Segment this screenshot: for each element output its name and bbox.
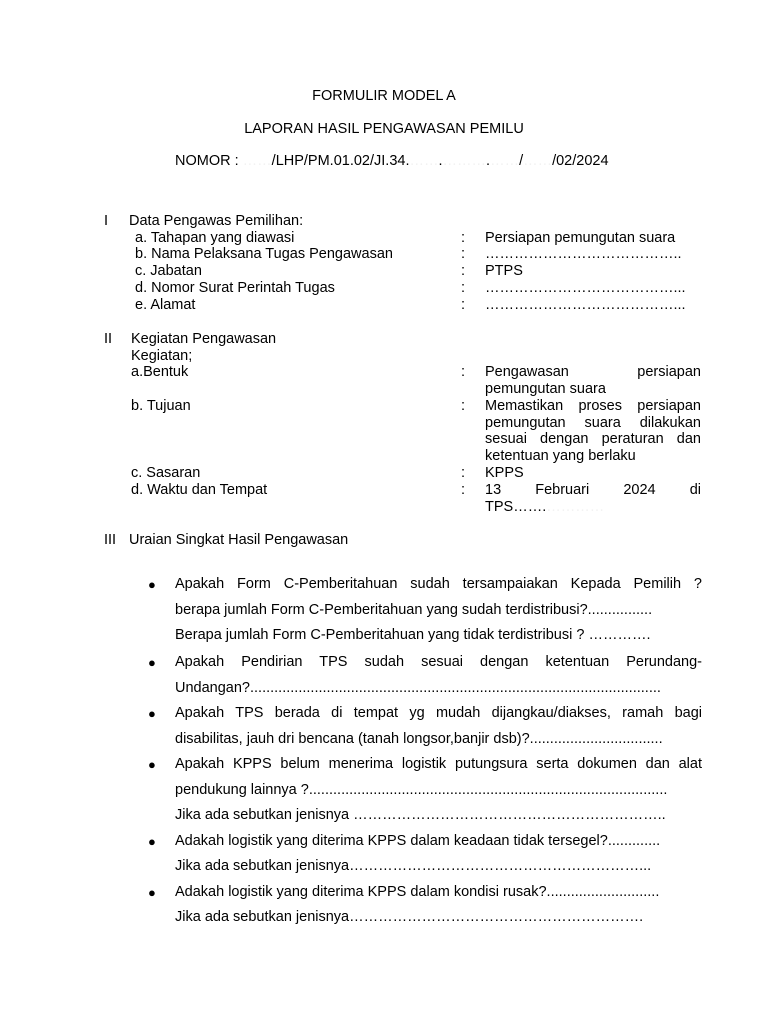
question-line: Jika ada sebutkan jenisnya ……………………………………………………….. [175,807,666,823]
row-separator: : [461,398,466,414]
bullet-icon: ● [148,834,156,849]
question-line: berapa jumlah Form C-Pemberitahuan yang sudah terdistribusi?................ [175,602,653,618]
question-segment: Apakah TPS [175,705,264,721]
question-line [175,705,702,722]
section3-numeral: III [104,532,117,548]
tujuan-value-line: ketentuan yang berlaku [485,448,636,464]
sasaran-label: c. Sasaran [131,465,201,481]
number-label: NOMOR : [175,153,239,169]
section1-row-label: a. Tahapan yang diawasi [135,230,295,246]
tujuan-value-line: Memastikan proses persiapan [485,398,701,414]
row-separator: : [461,263,466,279]
question-line: Undangan?...................................................................................................... [175,680,661,696]
sasaran-value: KPPS [485,465,524,481]
question-line: Jika ada sebutkan jenisnya……………………………………………………. [175,909,644,925]
row-separator: : [461,297,466,313]
section1-row-label: b. Nama Pelaksana Tugas Pengawasan [135,246,393,262]
number-slash: / [519,153,524,169]
number-part1: /LHP/PM.01.02/JI.34. [271,153,410,169]
question-line: Adakah logistik yang diterima KPPS dalam kondisi rusak?............................ [175,884,660,900]
section3-title: Uraian Singkat Hasil Pengawasan [129,532,349,548]
tujuan-value-line: pemungutan suara dilakukan [485,415,701,431]
number-dot2: . [486,153,491,169]
row-separator: : [461,465,466,481]
bullet-icon: ● [148,655,156,670]
number-date: /02/2024 [552,153,609,169]
bullet-icon: ● [148,885,156,900]
section1-row-label: c. Jabatan [135,263,202,279]
bentuk-value-line: pemungutan suara [485,381,606,397]
question-line: disabilitas, jauh dri bencana (tanah longsor,banjir dsb)?................................. [175,731,663,747]
section1-row-value: Persiapan pemungutan suara [485,230,676,246]
row-separator: : [461,482,466,498]
question-line: Apakah Form C-Pemberitahuan sudah tersampaiakan Kepada Pemilih ? [175,576,702,592]
waktu-label: d. Waktu dan Tempat [131,482,268,498]
bullet-icon: ● [148,577,156,592]
question-line: pendukung lainnya ?......................................................................................... [175,782,668,798]
section1-row-label: d. Nomor Surat Perintah Tugas [135,280,335,296]
question-line: Adakah logistik yang diterima KPPS dalam keadaan tidak tersegel?............. [175,833,661,849]
report-number: NOMOR : ……/LHP/PM.01.02/JI.34.…….……….……/……/02/2024 [175,153,609,169]
row-separator: : [461,364,466,380]
bentuk-value-line: Pengawasan persiapan [485,364,701,380]
question-segment: berada di tempat yg mudah dijangkau/diakses, ramah bagi [274,705,702,721]
tujuan-label: b. Tujuan [131,398,191,414]
question-line: Berapa jumlah Form C-Pemberitahuan yang tidak terdistribusi ? …………. [175,627,651,643]
row-separator: : [461,230,466,246]
section2-subtitle: Kegiatan; [131,348,193,364]
row-separator: : [461,246,466,262]
section1-row-value: PTPS [485,263,523,279]
waktu-tps: TPS……. [485,499,547,515]
row-separator: : [461,280,466,296]
section1-numeral: I [104,213,109,229]
number-dot1: . [438,153,443,169]
section1-row-label: e. Alamat [135,297,196,313]
bullet-icon: ● [148,706,156,721]
section2-title: Kegiatan Pengawasan [131,331,277,347]
form-title: FORMULIR MODEL A [312,88,456,104]
tujuan-value-line: sesuai dengan peraturan dan [485,431,701,447]
section1-row-value: …………………………………... [485,280,686,296]
section1-row-value: ………………………………….. [485,246,682,262]
section1-title: Data Pengawas Pemilihan: [129,213,304,229]
waktu-value-line: TPS…….………… [485,499,605,515]
bullet-icon: ● [148,757,156,772]
question-line: Jika ada sebutkan jenisnya……………………………………………………... [175,858,652,874]
section2-numeral: II [104,331,113,347]
section1-row-value: …………………………………... [485,297,686,313]
report-title: LAPORAN HASIL PENGAWASAN PEMILU [244,121,524,137]
question-line: Apakah KPPS belum menerima logistik putungsura serta dokumen dan alat [175,756,702,772]
question-line: Apakah Pendirian TPS sudah sesuai dengan ketentuan Perundang- [175,654,702,670]
bentuk-label: a.Bentuk [131,364,189,380]
waktu-value-line: 13 Februari 2024 di [485,482,701,498]
